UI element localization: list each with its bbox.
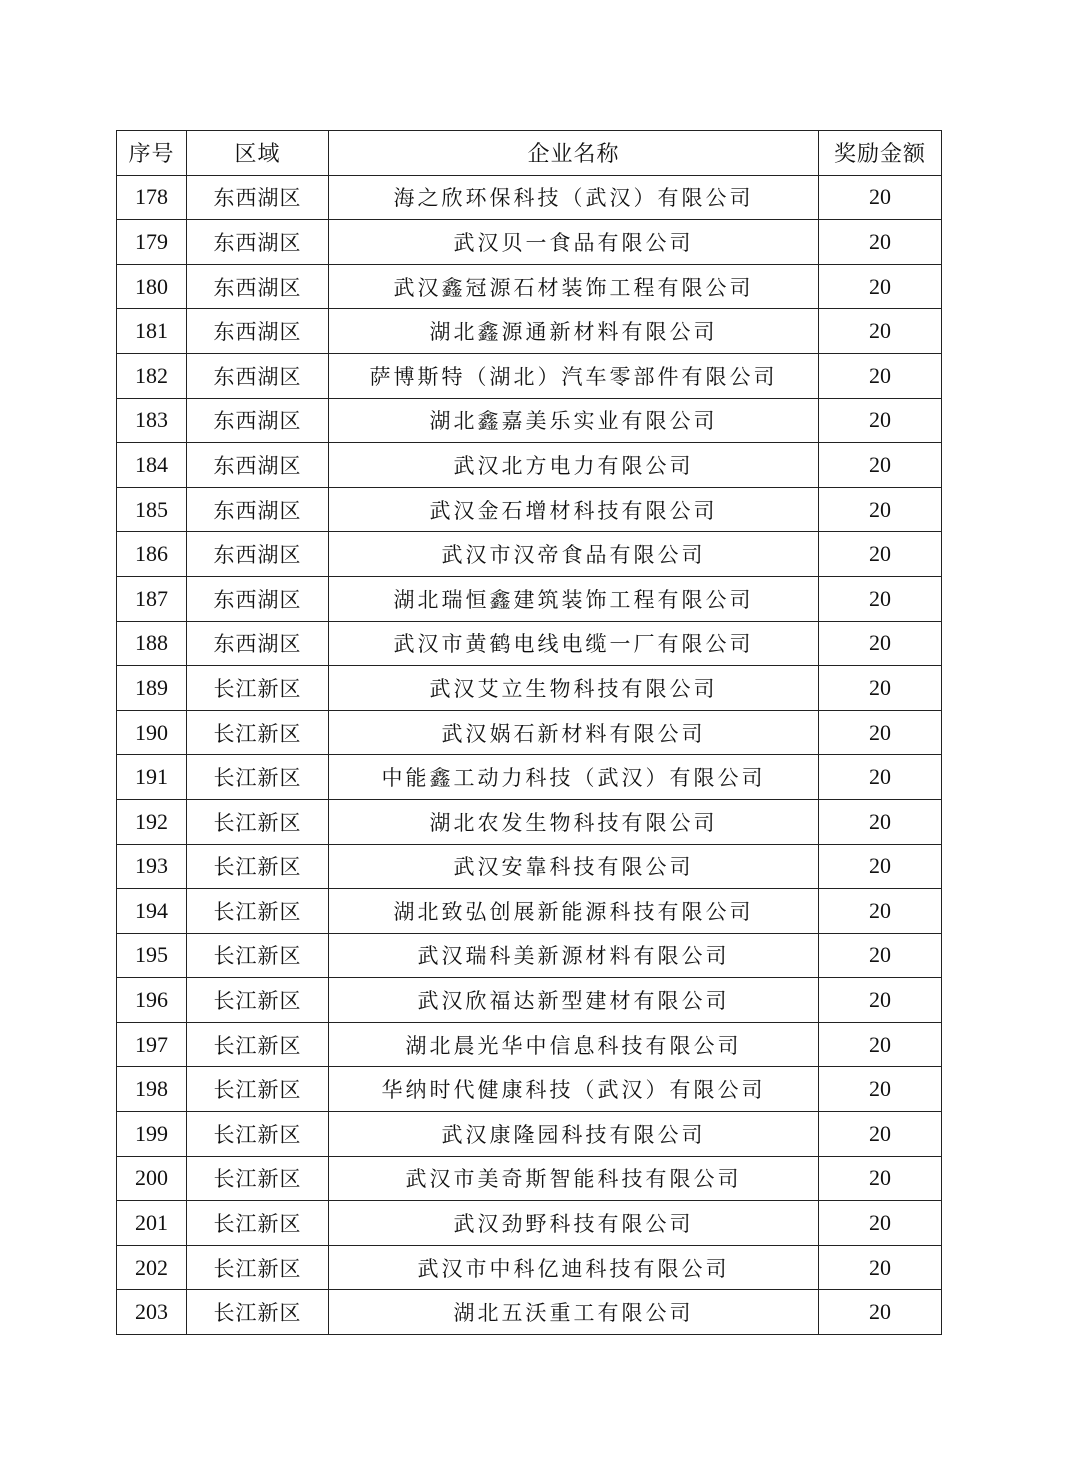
cell-seq: 182 [117, 353, 187, 398]
cell-region: 长江新区 [187, 710, 329, 755]
cell-amount: 20 [819, 755, 942, 800]
cell-amount: 20 [819, 220, 942, 265]
cell-company-name: 武汉市汉帝食品有限公司 [329, 532, 819, 577]
cell-seq: 178 [117, 175, 187, 220]
header-region: 区域 [187, 131, 329, 176]
cell-region: 长江新区 [187, 933, 329, 978]
table-header [117, 131, 942, 176]
table-row [117, 710, 942, 755]
header-company: 企业名称 [329, 131, 819, 176]
cell-company-name: 中能鑫工动力科技（武汉）有限公司 [329, 755, 819, 800]
cell-amount: 20 [819, 621, 942, 666]
cell-seq: 187 [117, 576, 187, 621]
table-row [117, 1067, 942, 1112]
cell-seq: 180 [117, 264, 187, 309]
table-row [117, 755, 942, 800]
cell-seq: 194 [117, 889, 187, 934]
table-row [117, 309, 942, 354]
table-row [117, 443, 942, 488]
cell-seq: 183 [117, 398, 187, 443]
cell-amount: 20 [819, 264, 942, 309]
cell-amount: 20 [819, 443, 942, 488]
table-row [117, 353, 942, 398]
cell-region: 长江新区 [187, 1022, 329, 1067]
cell-company-name: 萨博斯特（湖北）汽车零部件有限公司 [329, 353, 819, 398]
cell-company-name: 武汉娲石新材料有限公司 [329, 710, 819, 755]
cell-region: 长江新区 [187, 978, 329, 1023]
cell-company-name: 武汉瑞科美新源材料有限公司 [329, 933, 819, 978]
table-row [117, 1022, 942, 1067]
cell-company-name: 武汉鑫冠源石材装饰工程有限公司 [329, 264, 819, 309]
cell-seq: 193 [117, 844, 187, 889]
cell-amount: 20 [819, 576, 942, 621]
table-row [117, 844, 942, 889]
cell-company-name: 海之欣环保科技（武汉）有限公司 [329, 175, 819, 220]
cell-region: 长江新区 [187, 1156, 329, 1201]
table-row [117, 1112, 942, 1157]
cell-seq: 198 [117, 1067, 187, 1112]
table-row [117, 532, 942, 577]
cell-amount: 20 [819, 844, 942, 889]
table-row [117, 487, 942, 532]
cell-seq: 197 [117, 1022, 187, 1067]
cell-company-name: 武汉劲野科技有限公司 [329, 1201, 819, 1246]
cell-seq: 199 [117, 1112, 187, 1157]
cell-seq: 196 [117, 978, 187, 1023]
cell-region: 长江新区 [187, 1112, 329, 1157]
cell-amount: 20 [819, 353, 942, 398]
cell-region: 长江新区 [187, 799, 329, 844]
table-row [117, 666, 942, 711]
cell-company-name: 武汉金石增材科技有限公司 [329, 487, 819, 532]
table-row [117, 1290, 942, 1335]
cell-seq: 201 [117, 1201, 187, 1246]
cell-region: 长江新区 [187, 1290, 329, 1335]
cell-seq: 184 [117, 443, 187, 488]
cell-region: 东西湖区 [187, 264, 329, 309]
cell-amount: 20 [819, 933, 942, 978]
cell-company-name: 武汉北方电力有限公司 [329, 443, 819, 488]
table-row [117, 978, 942, 1023]
cell-amount: 20 [819, 889, 942, 934]
cell-seq: 195 [117, 933, 187, 978]
cell-company-name: 武汉欣福达新型建材有限公司 [329, 978, 819, 1023]
cell-amount: 20 [819, 532, 942, 577]
cell-company-name: 湖北农发生物科技有限公司 [329, 799, 819, 844]
table-body [117, 175, 942, 1334]
cell-amount: 20 [819, 1201, 942, 1246]
cell-region: 东西湖区 [187, 353, 329, 398]
table-row [117, 175, 942, 220]
cell-seq: 192 [117, 799, 187, 844]
cell-seq: 189 [117, 666, 187, 711]
cell-region: 东西湖区 [187, 576, 329, 621]
cell-company-name: 湖北致弘创展新能源科技有限公司 [329, 889, 819, 934]
cell-region: 长江新区 [187, 1067, 329, 1112]
cell-region: 长江新区 [187, 755, 329, 800]
cell-region: 东西湖区 [187, 398, 329, 443]
cell-region: 东西湖区 [187, 532, 329, 577]
cell-region: 东西湖区 [187, 220, 329, 265]
cell-amount: 20 [819, 1112, 942, 1157]
table-row [117, 889, 942, 934]
cell-company-name: 湖北瑞恒鑫建筑装饰工程有限公司 [329, 576, 819, 621]
table-row [117, 799, 942, 844]
cell-amount: 20 [819, 1290, 942, 1335]
cell-amount: 20 [819, 487, 942, 532]
cell-seq: 191 [117, 755, 187, 800]
cell-amount: 20 [819, 978, 942, 1023]
cell-seq: 188 [117, 621, 187, 666]
cell-region: 东西湖区 [187, 621, 329, 666]
cell-seq: 203 [117, 1290, 187, 1335]
cell-region: 长江新区 [187, 1245, 329, 1290]
cell-seq: 202 [117, 1245, 187, 1290]
cell-region: 长江新区 [187, 666, 329, 711]
cell-amount: 20 [819, 175, 942, 220]
table-row [117, 1156, 942, 1201]
cell-company-name: 湖北鑫源通新材料有限公司 [329, 309, 819, 354]
cell-company-name: 华纳时代健康科技（武汉）有限公司 [329, 1067, 819, 1112]
cell-company-name: 湖北五沃重工有限公司 [329, 1290, 819, 1335]
cell-region: 长江新区 [187, 889, 329, 934]
cell-amount: 20 [819, 710, 942, 755]
cell-seq: 179 [117, 220, 187, 265]
cell-company-name: 武汉市中科亿迪科技有限公司 [329, 1245, 819, 1290]
cell-region: 东西湖区 [187, 487, 329, 532]
cell-amount: 20 [819, 1022, 942, 1067]
table-row [117, 933, 942, 978]
cell-company-name: 湖北晨光华中信息科技有限公司 [329, 1022, 819, 1067]
cell-region: 东西湖区 [187, 309, 329, 354]
cell-company-name: 武汉康隆园科技有限公司 [329, 1112, 819, 1157]
cell-region: 东西湖区 [187, 443, 329, 488]
cell-seq: 181 [117, 309, 187, 354]
cell-company-name: 武汉艾立生物科技有限公司 [329, 666, 819, 711]
cell-company-name: 武汉贝一食品有限公司 [329, 220, 819, 265]
table-row [117, 264, 942, 309]
table-row [117, 220, 942, 265]
cell-company-name: 湖北鑫嘉美乐实业有限公司 [329, 398, 819, 443]
award-table [116, 130, 942, 1335]
cell-seq: 190 [117, 710, 187, 755]
cell-amount: 20 [819, 398, 942, 443]
header-amount: 奖励金额 [819, 131, 942, 176]
table-row [117, 621, 942, 666]
cell-region: 长江新区 [187, 844, 329, 889]
table-row [117, 398, 942, 443]
cell-company-name: 武汉安靠科技有限公司 [329, 844, 819, 889]
cell-seq: 185 [117, 487, 187, 532]
cell-region: 长江新区 [187, 1201, 329, 1246]
table-row [117, 576, 942, 621]
cell-amount: 20 [819, 666, 942, 711]
header-row [117, 131, 942, 176]
header-seq: 序号 [117, 131, 187, 176]
table-row [117, 1245, 942, 1290]
cell-company-name: 武汉市黄鹤电线电缆一厂有限公司 [329, 621, 819, 666]
cell-amount: 20 [819, 309, 942, 354]
cell-seq: 186 [117, 532, 187, 577]
cell-amount: 20 [819, 1156, 942, 1201]
cell-region: 东西湖区 [187, 175, 329, 220]
cell-amount: 20 [819, 799, 942, 844]
cell-amount: 20 [819, 1245, 942, 1290]
cell-amount: 20 [819, 1067, 942, 1112]
cell-seq: 200 [117, 1156, 187, 1201]
cell-company-name: 武汉市美奇斯智能科技有限公司 [329, 1156, 819, 1201]
table-row [117, 1201, 942, 1246]
